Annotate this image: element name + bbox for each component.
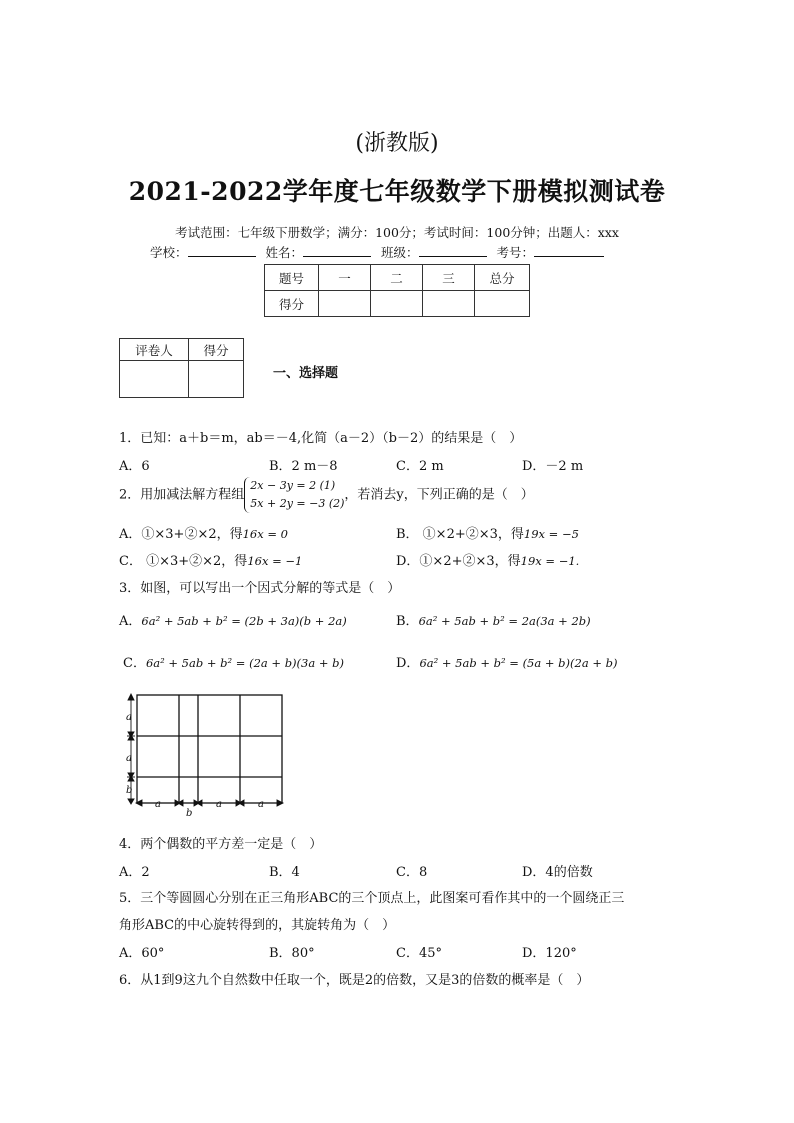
score-table xyxy=(264,264,530,317)
dimension-label-b: b xyxy=(126,785,133,796)
score-header-item: 一 xyxy=(319,265,371,291)
q5-option-b[interactable]: B．80° xyxy=(269,946,315,961)
exam-number-label: 考号： xyxy=(496,245,535,260)
q4-option-b[interactable]: B．4 xyxy=(269,865,300,880)
score-row-label: 得分 xyxy=(265,291,319,317)
option-label: B． ①×2+②×3，得 xyxy=(396,527,524,542)
question-4: 4．两个偶数的平方差一定是（ ） xyxy=(119,837,323,852)
dimension-label-a: a xyxy=(258,799,264,810)
dimension-label-a: a xyxy=(216,799,222,810)
option-math: 6a² + 5ab + b² = 2a(3a + 2b) xyxy=(418,614,591,628)
section-heading: 一、选择题 xyxy=(273,366,339,381)
question-5-line-1: 5．三个等圆圆心分别在正三角形ABC的三个顶点上，此图案可看作其中的一个圆绕正三 xyxy=(119,891,625,906)
q2-option-c[interactable] xyxy=(119,550,302,569)
q3-option-d[interactable] xyxy=(396,652,617,671)
name-blank[interactable] xyxy=(303,244,371,257)
dimension-label-b: b xyxy=(186,808,193,819)
question-3: 3．如图，可以写出一个因式分解的等式是（ ） xyxy=(119,581,401,596)
grader-header: 评卷人 xyxy=(120,339,189,361)
option-math: 16x = 0 xyxy=(242,527,288,541)
equation-system xyxy=(244,477,344,513)
q4-option-a[interactable]: A．2 xyxy=(119,865,150,880)
question-1: 1．已知：a＋b＝m，ab＝－4,化简（a－2）（b－2）的结果是（ ） xyxy=(119,431,523,446)
score-cell[interactable] xyxy=(371,291,423,317)
equation-2: 5x + 2y = −3 (2) xyxy=(250,497,345,510)
option-label: B． xyxy=(396,614,419,629)
grader-score-cell[interactable] xyxy=(189,361,244,398)
option-label: D．①×2+②×3，得 xyxy=(396,554,521,569)
question-2 xyxy=(119,477,534,513)
score-header-item: 总分 xyxy=(475,265,530,291)
name-label: 姓名： xyxy=(265,245,304,260)
dimension-label-a: a xyxy=(155,799,161,810)
exam-info: 考试范围：七年级下册数学；满分：100分；考试时间：100分钟；出题人：xxx xyxy=(175,225,619,240)
q2-stem-prefix: 2．用加减法解方程组 xyxy=(119,487,245,503)
q5-option-a[interactable]: A．60° xyxy=(119,946,165,961)
q3-option-a[interactable] xyxy=(119,610,347,629)
score-header-item: 题号 xyxy=(265,265,319,291)
option-math: 6a² + 5ab + b² = (2a + b)(3a + b) xyxy=(145,656,344,670)
dimension-label-a: a xyxy=(126,753,132,764)
dimension-label-a: a xyxy=(126,712,132,723)
grader-score-header: 得分 xyxy=(189,339,244,361)
q2-stem-suffix: ，若消去y，下列正确的是（ ） xyxy=(344,487,534,503)
q3-option-b[interactable] xyxy=(396,610,591,629)
q4-option-d[interactable]: D．4的倍数 xyxy=(522,865,593,880)
q1-option-d[interactable]: D．－2 m xyxy=(522,459,584,474)
option-label: A． xyxy=(119,614,142,629)
school-label: 学校： xyxy=(150,245,188,260)
q5-option-c[interactable]: C．45° xyxy=(396,946,442,961)
q2-option-b[interactable] xyxy=(396,523,579,542)
q1-option-a[interactable]: A．6 xyxy=(119,459,150,474)
class-label: 班级： xyxy=(381,245,419,260)
exam-title: 2021-2022学年度七年级数学下册模拟测试卷 xyxy=(128,177,666,206)
option-label: C． ①×3+②×2，得 xyxy=(119,554,248,569)
q2-option-d[interactable] xyxy=(396,550,579,569)
q1-option-b[interactable]: B．2 m－8 xyxy=(269,459,338,474)
q1-option-c[interactable]: C．2 m xyxy=(396,459,444,474)
option-math: 16x = −1 xyxy=(247,554,303,568)
option-math: 19x = −1. xyxy=(520,554,580,568)
score-cell[interactable] xyxy=(319,291,371,317)
edition-label: (浙教版) xyxy=(355,131,439,156)
option-label: A．①×3+②×2，得 xyxy=(119,527,243,542)
equation-1: 2x − 3y = 2 (1) xyxy=(250,479,336,492)
q4-option-c[interactable]: C．8 xyxy=(396,865,428,880)
option-label: C． xyxy=(123,656,146,671)
school-blank[interactable] xyxy=(188,244,256,257)
option-math: 19x = −5 xyxy=(523,527,579,541)
question-5-line-2: 角形ABC的中心旋转得到的，其旋转角为（ ） xyxy=(119,918,396,933)
grader-table xyxy=(119,338,244,398)
grader-cell[interactable] xyxy=(120,361,189,398)
q3-option-c[interactable] xyxy=(123,652,344,671)
score-cell[interactable] xyxy=(475,291,530,317)
q5-option-d[interactable]: D．120° xyxy=(522,946,577,961)
score-cell[interactable] xyxy=(423,291,475,317)
score-header-item: 三 xyxy=(423,265,475,291)
option-math: 6a² + 5ab + b² = (2b + 3a)(b + 2a) xyxy=(141,614,347,628)
exam-number-blank[interactable] xyxy=(534,244,604,257)
q2-option-a[interactable] xyxy=(119,523,288,542)
rectangle-tiling-figure xyxy=(115,690,290,820)
student-fields xyxy=(150,243,650,261)
score-header-item: 二 xyxy=(371,265,423,291)
option-math: 6a² + 5ab + b² = (5a + b)(2a + b) xyxy=(419,656,618,670)
question-6: 6．从1到9这九个自然数中任取一个，既是2的倍数，又是3的倍数的概率是（ ） xyxy=(119,973,590,988)
class-blank[interactable] xyxy=(419,244,487,257)
option-label: D． xyxy=(396,656,420,671)
